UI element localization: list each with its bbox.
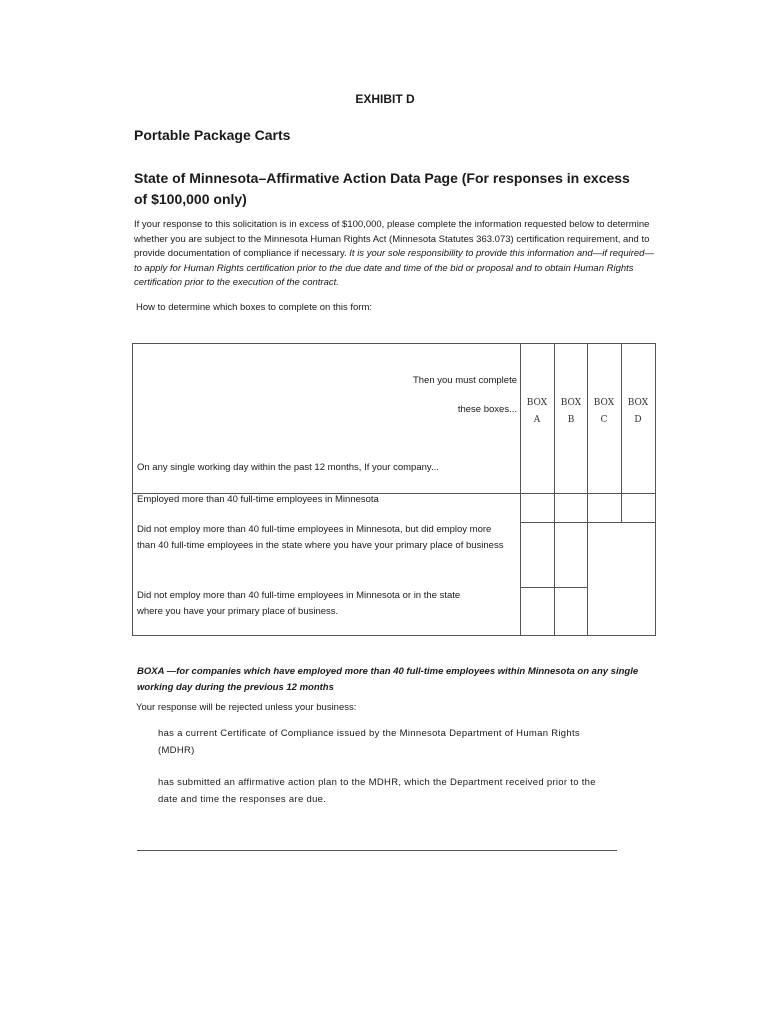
- document-title: Portable Package Carts: [134, 127, 291, 143]
- box-c-header: BOX C: [593, 398, 615, 425]
- table-row: Did not employ more than 40 full-time employees in Minnesota or in the state where you have your primary place of business.: [137, 590, 461, 617]
- requirement-item: has a current Certificate of Compliance issued by the Minnesota Department of Human Rights (MDHR): [158, 728, 580, 756]
- rejection-notice: Your response will be rejected unless your business:: [136, 702, 357, 713]
- table-row: Employed more than 40 full-time employees in Minnesota: [137, 494, 379, 505]
- signature-line: [137, 850, 617, 851]
- box-a-header: BOX A: [526, 398, 548, 425]
- intro-paragraph: [134, 218, 654, 291]
- intro-text: If your response to this solicitation is in excess of $100,000, please complete the information requested below to determine whether you are subject to the Minnesota Human Rights Act (Minnesota Statutes 363.073) certification requirement, and to provide documentation of compliance if necessary.: [134, 219, 650, 260]
- these-boxes-label: these boxes...: [457, 404, 517, 415]
- section-title: State of Minnesota–Affirmative Action Data Page (For responses in excess of $100,000 only): [134, 170, 630, 207]
- howto-text: How to determine which boxes to complete on this form:: [136, 302, 373, 313]
- condition-label: On any single working day within the past 12 months, If your company...: [137, 462, 439, 473]
- table-row: Did not employ more than 40 full-time employees in Minnesota, but did employ more than 40 full-time employees in the state where you have your primary place of business: [137, 524, 504, 551]
- determination-table: [132, 343, 656, 636]
- exhibit-label: EXHIBIT D: [355, 92, 415, 106]
- then-complete-label: Then you must complete: [412, 375, 517, 386]
- box-a-title: BOXA —for companies which have employed more than 40 full-time employees within Minnesota on any single working day during the previous 12 months: [137, 666, 639, 693]
- box-b-header: BOX B: [560, 398, 582, 425]
- intro-italic-text: It is your sole responsibility to provide this information and—if required—to apply for Human Rights certification prior to the due date and time of the bid or proposal and to obtain Human Rights certification prior to the execution of the contract.: [134, 248, 654, 289]
- requirement-item: has submitted an affirmative action plan to the MDHR, which the Department received prior to the date and time the responses are due.: [158, 777, 596, 805]
- box-d-header: BOX D: [627, 398, 649, 425]
